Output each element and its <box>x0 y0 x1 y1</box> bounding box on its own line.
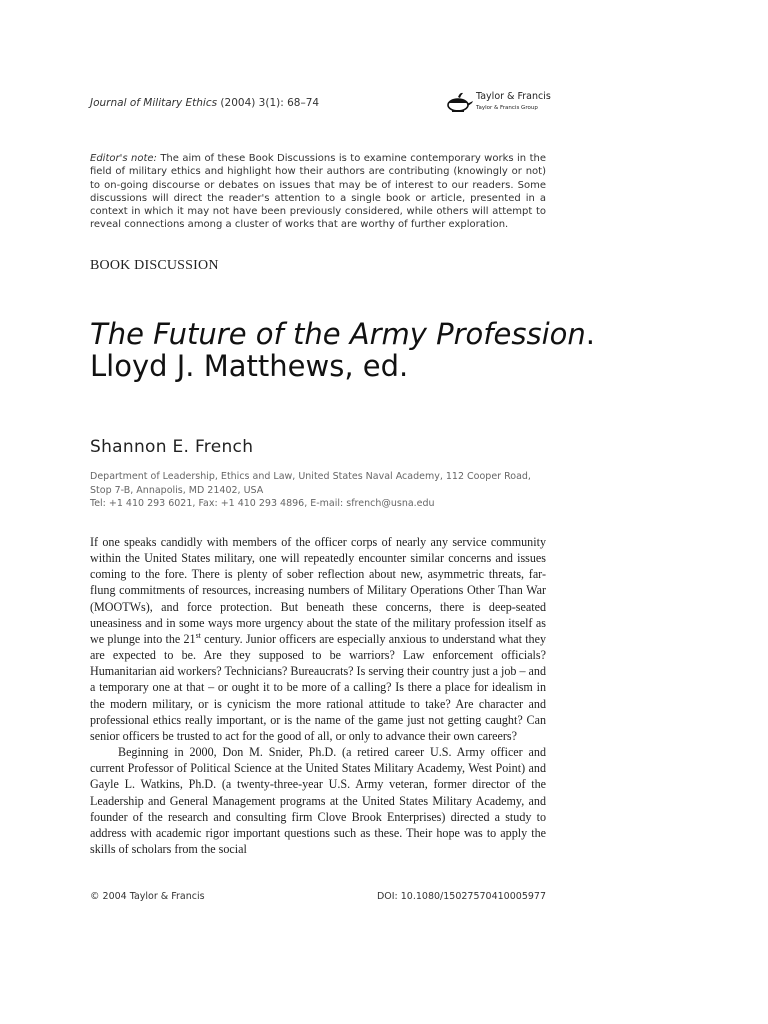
affiliation-contact: Tel: +1 410 293 6021, Fax: +1 410 293 4896, E-mail: sfrench@usna.edu <box>90 498 435 509</box>
body-paragraph: Beginning in 2000, Don M. Snider, Ph.D. (a retired career U.S. Army officer and current Professor of Political Science at the United States Military Academy, West Point) and Gayle L. Watkins, Ph.D. (a twenty-three-year U.S. Army veteran, former director of the Leadership and General Management programs at the United States Military Academy, and founder of the research and consulting firm Clove Brook Enterprises) directed a study to address with academic rigor important questions such as these. Their hope was to apply the skills of scholars from the social <box>90 745 546 856</box>
lamp-icon <box>446 90 474 114</box>
editors-note <box>90 152 546 232</box>
journal-citation <box>90 97 319 109</box>
author-name: Shannon E. French <box>90 437 254 457</box>
article-body <box>90 534 546 857</box>
title-period: . <box>585 317 595 351</box>
doi-label: DOI: 10.1080/15027570410005977 <box>376 891 546 902</box>
author-affiliation <box>90 470 546 511</box>
article-title <box>90 318 595 382</box>
copyright-notice: © 2004 Taylor & Francis <box>90 891 205 902</box>
editors-note-text: The aim of these Book Discussions is to examine contemporary works in the field of military ethics and highlight how their authors are contributing (knowingly or not) to on-going discourse or debates on issues that may be of interest to our readers. Some discussions will direct the reader's attention to a single book or article, presented in a context in which it may not have been previously considered, while others will attempt to reveal connections among a cluster of works that are worthy of further exploration. <box>90 153 546 231</box>
citation-details: (2004) 3(1): 68–74 <box>217 97 320 109</box>
editors-note-label: Editor's note: <box>90 153 157 164</box>
affiliation-address: Department of Leadership, Ethics and Law, United States Naval Academy, 112 Cooper Road, Stop 7-B, Annapolis, MD 21402, USA <box>90 471 531 496</box>
book-title: The Future of the Army Profession <box>90 317 586 351</box>
publisher-group: Taylor & Francis Group <box>476 105 538 111</box>
publisher-logo <box>446 88 556 120</box>
publisher-name: Taylor & Francis <box>476 91 551 102</box>
journal-name: Journal of Military Ethics <box>90 97 218 109</box>
body-paragraph: If one speaks candidly with members of the officer corps of nearly any service community within the United States military, one will repeatedly encounter similar concerns and issues coming to the fore. There is plenty of sober reflection about new, asymmetric threats, far-flung commitments of resources, increasing numbers of Military Operations Other Than War (MOOTWs), and force protection. But beneath these concerns, there is deep-seated uneasiness and in some ways more urgency about the state of the military profession itself as we plunge into the 21st century. Junior officers are especially anxious to understand what they are expected to be. Are they supposed to be warriors? Law enforcement officials? Humanitarian aid workers? Technicians? Bureaucrats? Is serving their country just a job – and a temporary one at that – or ought it to be more of a calling? Is there a place for idealism in the modern military, or is cynicism the more rational attitude to take? Are character and professional ethics really important, or is the name of the game just not getting caught? Can senior officers be trusted to act for the good of all, or only to advance their own careers? <box>90 535 547 743</box>
book-editor: Lloyd J. Matthews, ed. <box>90 349 409 383</box>
section-label: BOOK DISCUSSION <box>90 258 219 273</box>
